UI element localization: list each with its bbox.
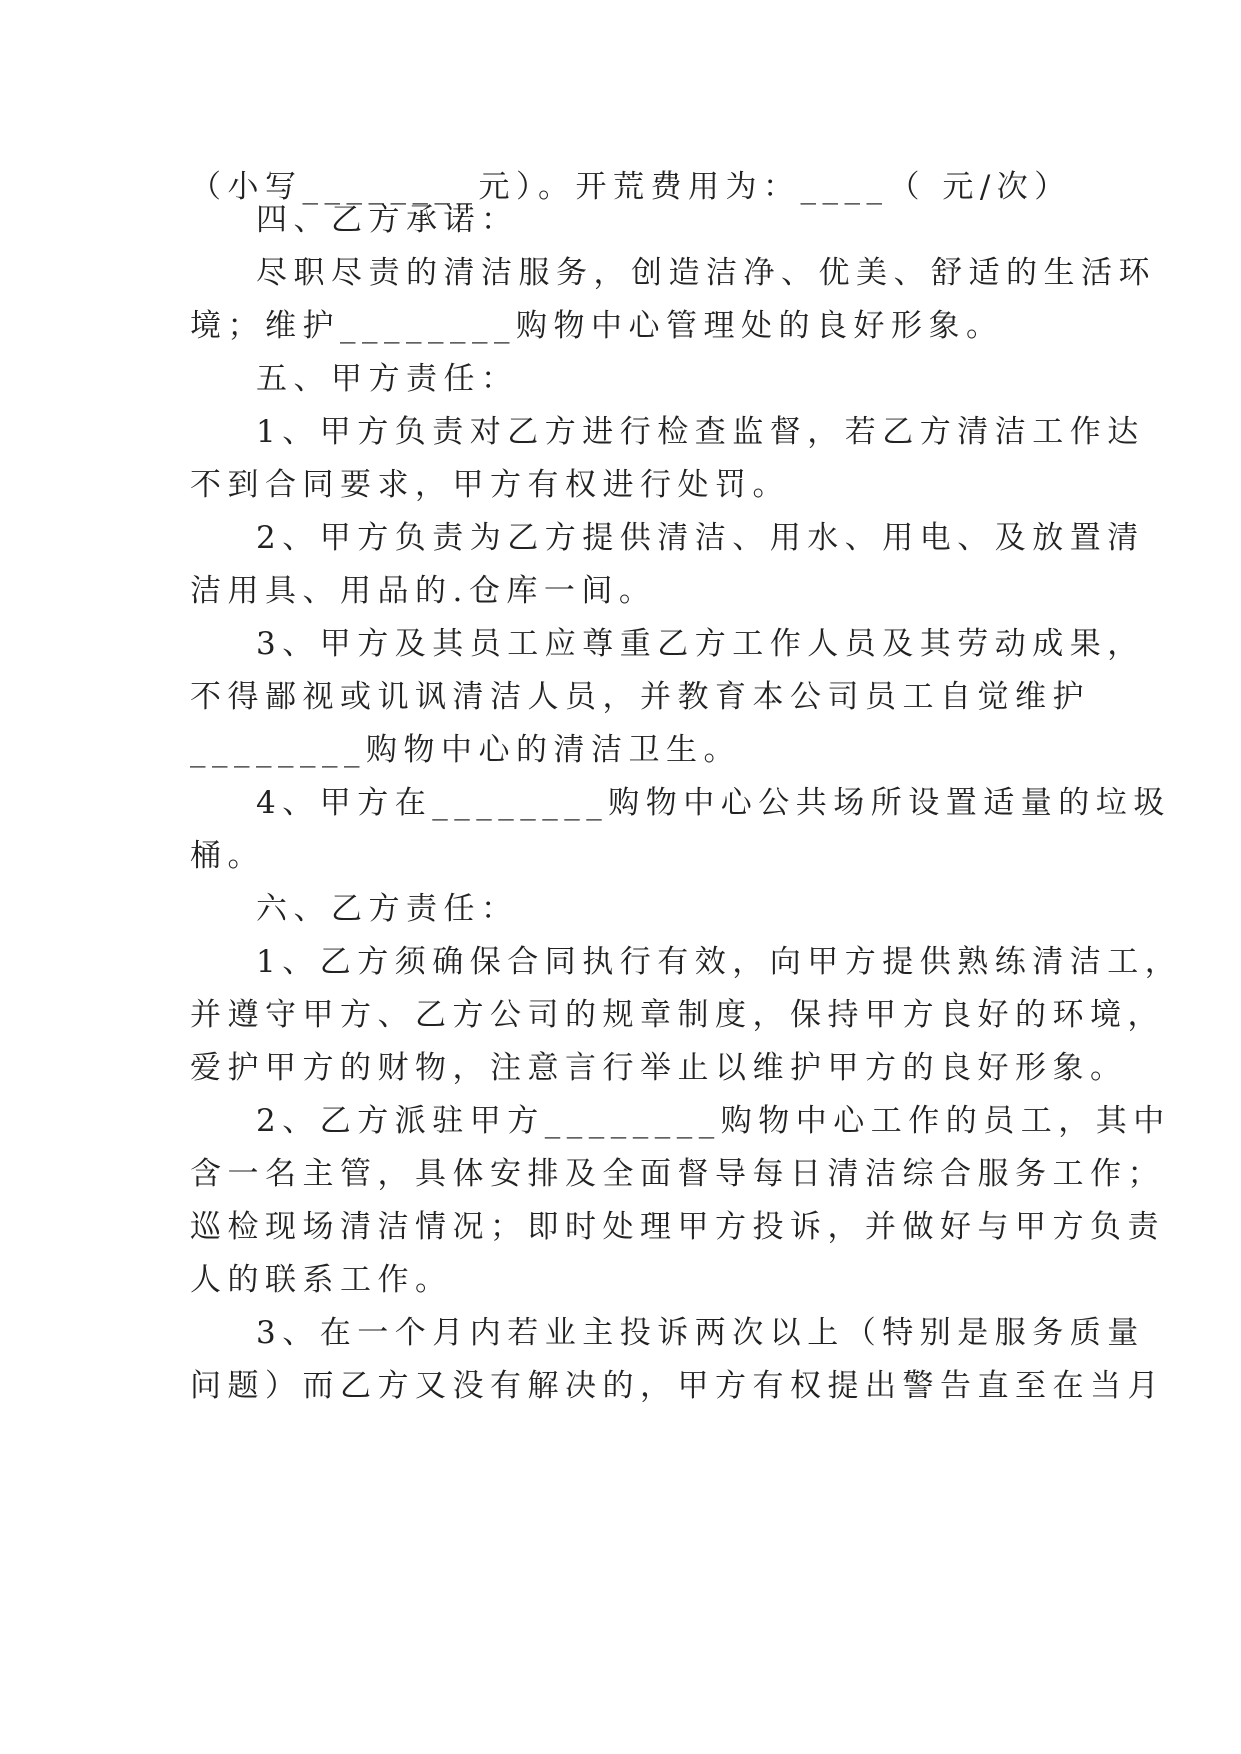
text-line: 3、甲方及其员工应尊重乙方工作人员及其劳动成果， [256,626,1145,662]
section-heading: 四、乙方承诺： [256,202,519,238]
text-line: 2、甲方负责为乙方提供清洁、用水、用电、及放置清 [256,520,1145,556]
text-line: 1、甲方负责对乙方进行检查监督，若乙方清洁工作达 [256,414,1145,450]
text-line: 并遵守甲方、乙方公司的规章制度，保持甲方良好的环境， [190,997,1165,1033]
text-line: （小写________元）。开荒费用为：____（ 元/次） [190,169,1072,205]
text-line: 4、甲方在________购物中心公共场所设置适量的垃圾 [256,785,1171,821]
text-line: 不得鄙视或讥讽清洁人员，并教育本公司员工自觉维护 [190,679,1090,715]
text-line: 3、在一个月内若业主投诉两次以上（特别是服务质量 [256,1315,1145,1351]
text-line: 2、乙方派驻甲方________购物中心工作的员工，其中 [256,1103,1171,1139]
section-heading: 五、甲方责任： [256,361,519,397]
text-line: 1、乙方须确保合同执行有效，向甲方提供熟练清洁工， [256,944,1183,980]
section-heading: 六、乙方责任： [256,891,519,927]
text-line: 人的联系工作。 [190,1262,453,1298]
text-line: 桶。 [190,838,265,874]
text-line: 境；维护________购物中心管理处的良好形象。 [190,308,1004,344]
text-line: 爱护甲方的财物，注意言行举止以维护甲方的良好形象。 [190,1050,1128,1086]
text-line: 问题）而乙方又没有解决的，甲方有权提出警告直至在当月 [190,1368,1165,1404]
text-line: 尽职尽责的清洁服务，创造洁净、优美、舒适的生活环 [256,255,1156,291]
text-line: ________购物中心的清洁卫生。 [190,732,741,768]
text-line: 洁用具、用品的.仓库一间。 [190,573,657,609]
text-line: 不到合同要求，甲方有权进行处罚。 [190,467,790,503]
text-line: 含一名主管，具体安排及全面督导每日清洁综合服务工作； [190,1156,1165,1192]
text-line: 巡检现场清洁情况；即时处理甲方投诉，并做好与甲方负责 [190,1209,1165,1245]
